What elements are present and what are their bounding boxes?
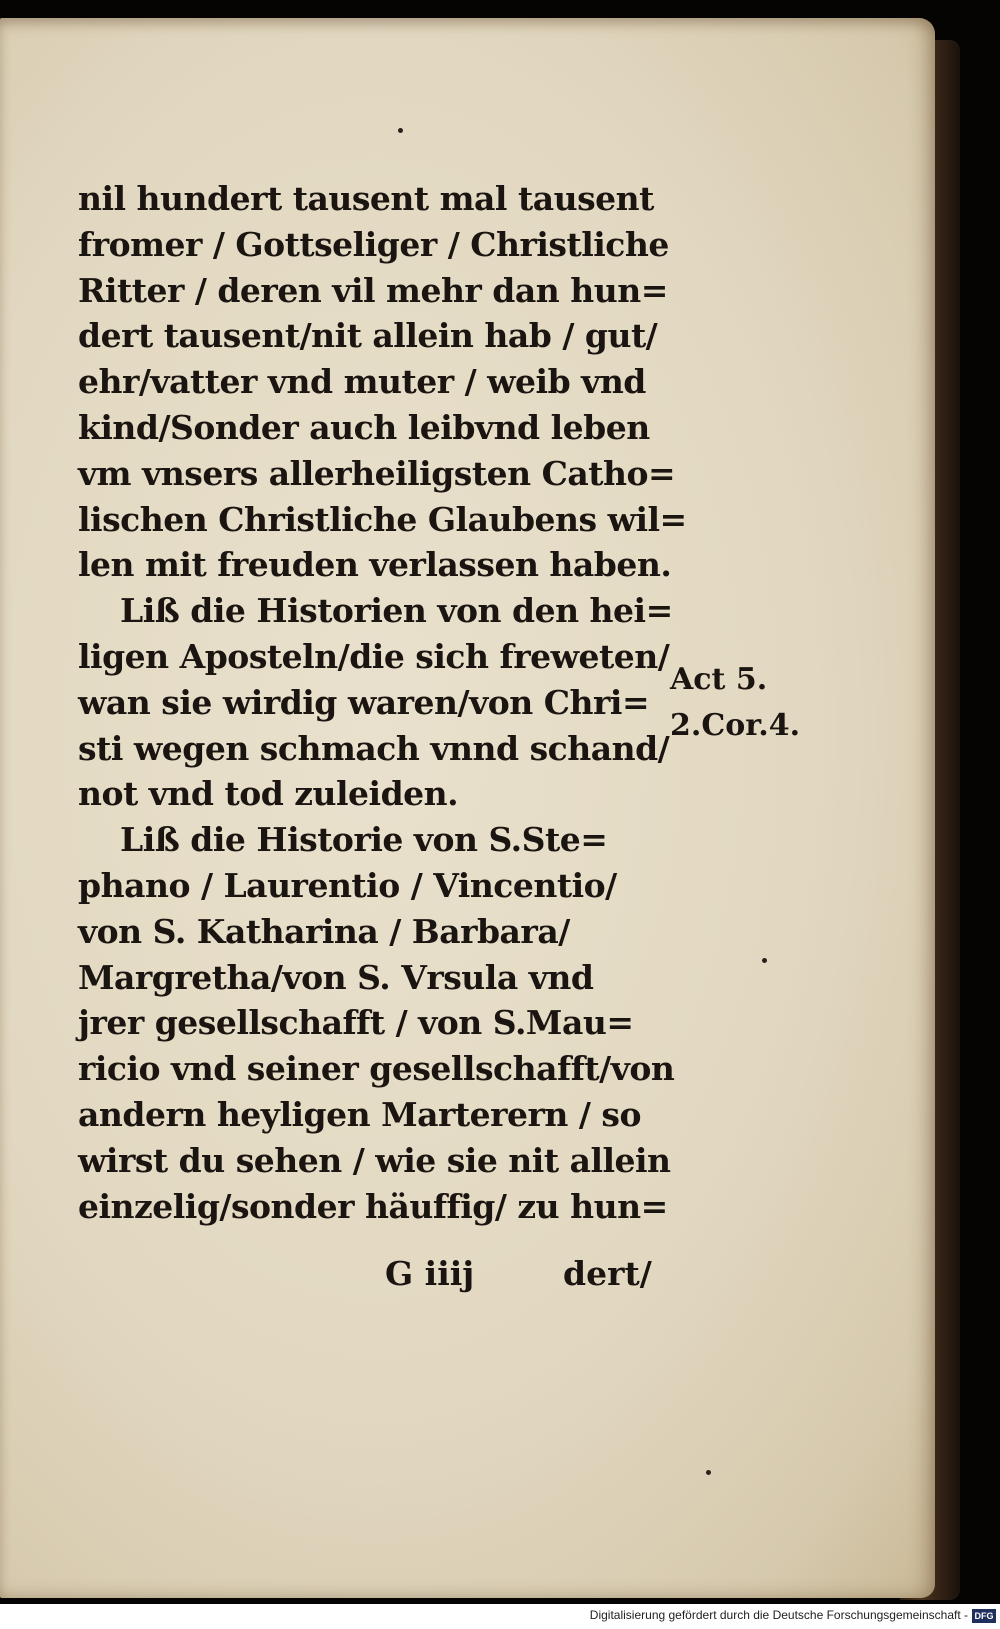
paragraph-start-line: Liß die Historien von den hei= — [120, 591, 673, 631]
text-line: wirst du sehen / wie sie nit allein — [78, 1140, 671, 1180]
text-line: Ritter / deren vil mehr dan hun= — [78, 270, 668, 310]
ink-speck — [762, 958, 767, 963]
page-foot — [385, 1254, 685, 1300]
text-line: sti wegen schmach vnnd schand/ — [78, 728, 670, 768]
text-line: Margretha/von S. Vrsula vnd — [78, 957, 594, 997]
margin-note-acts: Act 5. — [670, 662, 768, 697]
footer-bar — [0, 1604, 1000, 1629]
book-page — [0, 18, 935, 1598]
text-line: len mit freuden verlassen haben. — [78, 545, 672, 585]
text-line: andern heyligen Marterern / so — [78, 1094, 642, 1134]
signature-mark: G iiij — [385, 1254, 475, 1293]
catchword: dert/ — [563, 1254, 652, 1293]
text-line: kind/Sonder auch leibvnd leben — [78, 407, 650, 447]
dfg-logo: DFG — [972, 1609, 996, 1623]
text-line: von S. Katharina / Barbara/ — [78, 911, 570, 951]
text-line: not vnd tod zuleiden. — [78, 774, 459, 814]
text-line: vm vnsers allerheiligsten Catho= — [78, 453, 676, 493]
text-line: dert tausent/nit allein hab / gut/ — [78, 316, 658, 356]
text-block — [78, 176, 687, 1229]
ink-speck — [398, 128, 403, 133]
text-line: nil hundert tausent mal tausent — [78, 179, 654, 218]
text-line: phano / Laurentio / Vincentio/ — [78, 865, 617, 905]
text-line: jrer gesellschafft / von S.Mau= — [78, 1003, 634, 1043]
text-line: ricio vnd seiner gesellschafft/von — [78, 1049, 675, 1089]
paragraph-start-line: Liß die Historie von S.Ste= — [120, 820, 608, 860]
text-line: fromer / Gottseliger / Christliche — [78, 224, 669, 264]
ink-speck — [706, 1470, 711, 1475]
text-line: wan sie wirdig waren/von Chri= — [78, 682, 650, 722]
text-line: ligen Aposteln/die sich freweten/ — [78, 636, 670, 676]
text-line: ehr/vatter vnd muter / weib vnd — [78, 362, 646, 402]
margin-note-corinthians: 2.Cor.4. — [670, 708, 801, 743]
funding-credit: Digitalisierung gefördert durch die Deutsche Forschungsgemeinschaft - — [589, 1608, 968, 1622]
text-line: lischen Christliche Glaubens wil= — [78, 499, 687, 539]
text-line: einzelig/sonder häuffig/ zu hun= — [78, 1186, 668, 1226]
